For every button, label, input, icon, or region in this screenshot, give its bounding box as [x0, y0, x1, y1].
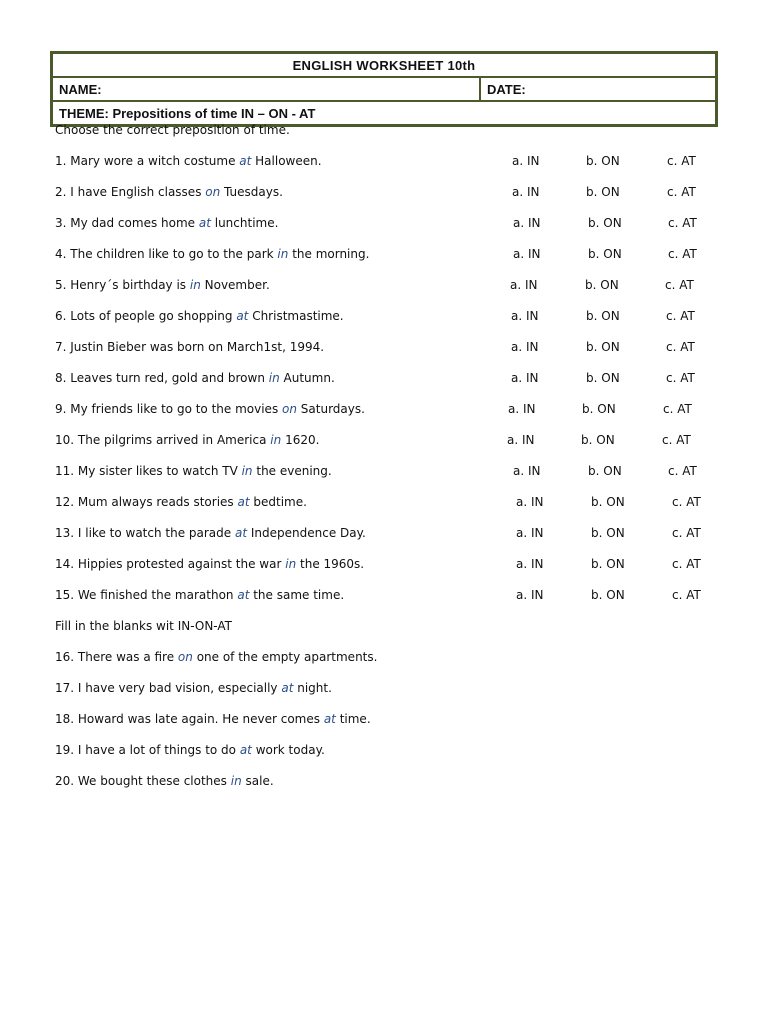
question-tail: November.	[200, 278, 270, 292]
question-text	[55, 369, 335, 387]
answer-word: in	[268, 371, 280, 385]
question-row	[0, 369, 768, 387]
question-tail: Tuesdays.	[220, 185, 283, 199]
instruction-text: Fill in the blanks wit IN-ON-AT	[55, 619, 232, 633]
option-a: a. IN	[513, 464, 541, 478]
answer-word: at	[236, 309, 249, 323]
question-row	[0, 524, 768, 542]
question-lead: 14. Hippies protested against the war	[55, 557, 286, 571]
option-c: c. AT	[665, 278, 694, 292]
question-row	[0, 586, 768, 604]
question-text	[55, 555, 364, 573]
question-text	[55, 586, 344, 604]
option-b: b. ON	[591, 588, 625, 602]
option-c: c. AT	[662, 433, 691, 447]
question-text	[55, 462, 332, 480]
question-row	[0, 679, 768, 697]
question-tail: the same time.	[249, 588, 345, 602]
question-text	[55, 741, 325, 759]
option-b: b. ON	[585, 278, 619, 292]
question-text	[55, 245, 369, 263]
question-row	[0, 648, 768, 666]
question-text	[55, 183, 283, 201]
question-row	[0, 400, 768, 418]
answer-word: on	[177, 650, 193, 664]
question-tail: time.	[335, 712, 371, 726]
section2-instruction	[0, 617, 768, 635]
question-row	[0, 276, 768, 294]
option-a: a. IN	[516, 495, 544, 509]
question-tail: 1620.	[281, 433, 320, 447]
option-b: b. ON	[591, 526, 625, 540]
question-lead: 3. My dad comes home	[55, 216, 199, 230]
answer-word: at	[237, 588, 250, 602]
question-row	[0, 307, 768, 325]
question-lead: 13. I like to watch the parade	[55, 526, 235, 540]
option-a: a. IN	[510, 278, 538, 292]
question-row	[0, 214, 768, 232]
question-row	[0, 462, 768, 480]
option-a: a. IN	[507, 433, 535, 447]
question-tail: Halloween.	[251, 154, 322, 168]
option-a: a. IN	[511, 309, 539, 323]
question-lead: 4. The children like to go to the park	[55, 247, 278, 261]
answer-word: in	[277, 247, 289, 261]
question-lead: 20. We bought these clothes	[55, 774, 231, 788]
question-row	[0, 431, 768, 449]
option-c: c. AT	[672, 495, 701, 509]
option-a: a. IN	[512, 185, 540, 199]
question-lead: 18. Howard was late again. He never comes	[55, 712, 324, 726]
question-lead: 15. We finished the marathon	[55, 588, 238, 602]
option-c: c. AT	[666, 309, 695, 323]
question-text	[55, 276, 270, 294]
answer-word: in	[285, 557, 297, 571]
option-b: b. ON	[591, 495, 625, 509]
option-c: c. AT	[667, 185, 696, 199]
question-tail: the evening.	[252, 464, 332, 478]
answer-word: in	[270, 433, 282, 447]
answer-word: at	[323, 712, 336, 726]
worksheet-title: ENGLISH WORKSHEET 10th	[292, 57, 476, 73]
question-tail: lunchtime.	[210, 216, 279, 230]
option-a: a. IN	[516, 588, 544, 602]
question-row	[0, 152, 768, 170]
question-text	[55, 214, 278, 232]
option-b: b. ON	[586, 340, 620, 354]
option-b: b. ON	[588, 464, 622, 478]
answer-word: at	[237, 495, 250, 509]
answer-word: in	[230, 774, 242, 788]
question-tail: the 1960s.	[296, 557, 365, 571]
answer-word: at	[198, 216, 211, 230]
option-b: b. ON	[586, 309, 620, 323]
instruction-text: Choose the correct preposition of time.	[55, 123, 290, 137]
question-tail: the morning.	[288, 247, 370, 261]
question-lead: 6. Lots of people go shopping	[55, 309, 237, 323]
question-text	[55, 400, 365, 418]
question-text	[55, 338, 324, 356]
option-b: b. ON	[586, 371, 620, 385]
option-b: b. ON	[582, 402, 616, 416]
option-c: c. AT	[668, 464, 697, 478]
question-row	[0, 338, 768, 356]
question-tail: Saturdays.	[296, 402, 365, 416]
option-c: c. AT	[666, 371, 695, 385]
option-b: b. ON	[591, 557, 625, 571]
question-row	[0, 493, 768, 511]
option-c: c. AT	[672, 588, 701, 602]
question-lead: 1. Mary wore a witch costume	[55, 154, 240, 168]
question-tail: work today.	[251, 743, 325, 757]
question-tail: Autumn.	[279, 371, 335, 385]
option-a: a. IN	[513, 247, 541, 261]
option-a: a. IN	[511, 371, 539, 385]
option-b: b. ON	[586, 154, 620, 168]
option-b: b. ON	[588, 216, 622, 230]
question-text	[55, 431, 319, 449]
worksheet-header	[50, 51, 718, 127]
option-b: b. ON	[588, 247, 622, 261]
option-c: c. AT	[668, 247, 697, 261]
question-tail: one of the empty apartments.	[192, 650, 378, 664]
option-a: a. IN	[513, 216, 541, 230]
option-a: a. IN	[516, 526, 544, 540]
question-lead: 5. Henry´s birthday is	[55, 278, 190, 292]
answer-word: at	[239, 743, 252, 757]
question-lead: 2. I have English classes	[55, 185, 206, 199]
question-row	[0, 710, 768, 728]
answer-word: on	[282, 402, 297, 416]
question-lead: 17. I have very bad vision, especially	[55, 681, 282, 695]
question-text	[55, 648, 377, 666]
question-lead: 12. Mum always reads stories	[55, 495, 238, 509]
question-row	[0, 772, 768, 790]
question-lead: 16. There was a fire	[55, 650, 178, 664]
answer-word: at	[281, 681, 294, 695]
answer-word: in	[241, 464, 253, 478]
answer-word: at	[239, 154, 252, 168]
question-lead: 9. My friends like to go to the movies	[55, 402, 283, 416]
question-lead: 10. The pilgrims arrived in America	[55, 433, 271, 447]
question-tail: sale.	[241, 774, 274, 788]
question-text	[55, 710, 371, 728]
question-tail: Christmastime.	[248, 309, 344, 323]
date-field: DATE:	[487, 81, 526, 97]
answer-word: on	[205, 185, 221, 199]
question-lead: 11. My sister likes to watch TV	[55, 464, 242, 478]
name-field: NAME:	[53, 78, 481, 100]
theme-line: THEME: Prepositions of time IN – ON - AT	[53, 100, 715, 124]
answer-word: at	[234, 526, 248, 540]
option-b: b. ON	[586, 185, 620, 199]
question-lead: 19. I have a lot of things to do	[55, 743, 240, 757]
option-a: a. IN	[511, 340, 539, 354]
option-c: c. AT	[667, 154, 696, 168]
question-text	[55, 524, 366, 542]
question-row	[0, 555, 768, 573]
question-text	[55, 493, 307, 511]
option-c: c. AT	[663, 402, 692, 416]
option-c: c. AT	[668, 216, 697, 230]
question-text	[55, 772, 274, 790]
question-tail: night.	[293, 681, 332, 695]
option-a: a. IN	[508, 402, 536, 416]
question-lead: 8. Leaves turn red, gold and brown	[55, 371, 269, 385]
answer-word: in	[189, 278, 201, 292]
question-text	[55, 152, 322, 170]
question-text	[55, 307, 344, 325]
question-row	[0, 741, 768, 759]
option-a: a. IN	[516, 557, 544, 571]
option-c: c. AT	[666, 340, 695, 354]
option-c: c. AT	[672, 526, 701, 540]
question-row	[0, 183, 768, 201]
option-a: a. IN	[512, 154, 540, 168]
question-lead: 7. Justin Bieber was born on March1st, 1994.	[55, 340, 325, 354]
question-tail: bedtime.	[249, 495, 307, 509]
question-row	[0, 245, 768, 263]
question-tail: Independence Day.	[247, 526, 366, 540]
section1-instruction	[0, 121, 768, 139]
question-text	[55, 679, 332, 697]
option-c: c. AT	[672, 557, 701, 571]
option-b: b. ON	[581, 433, 615, 447]
